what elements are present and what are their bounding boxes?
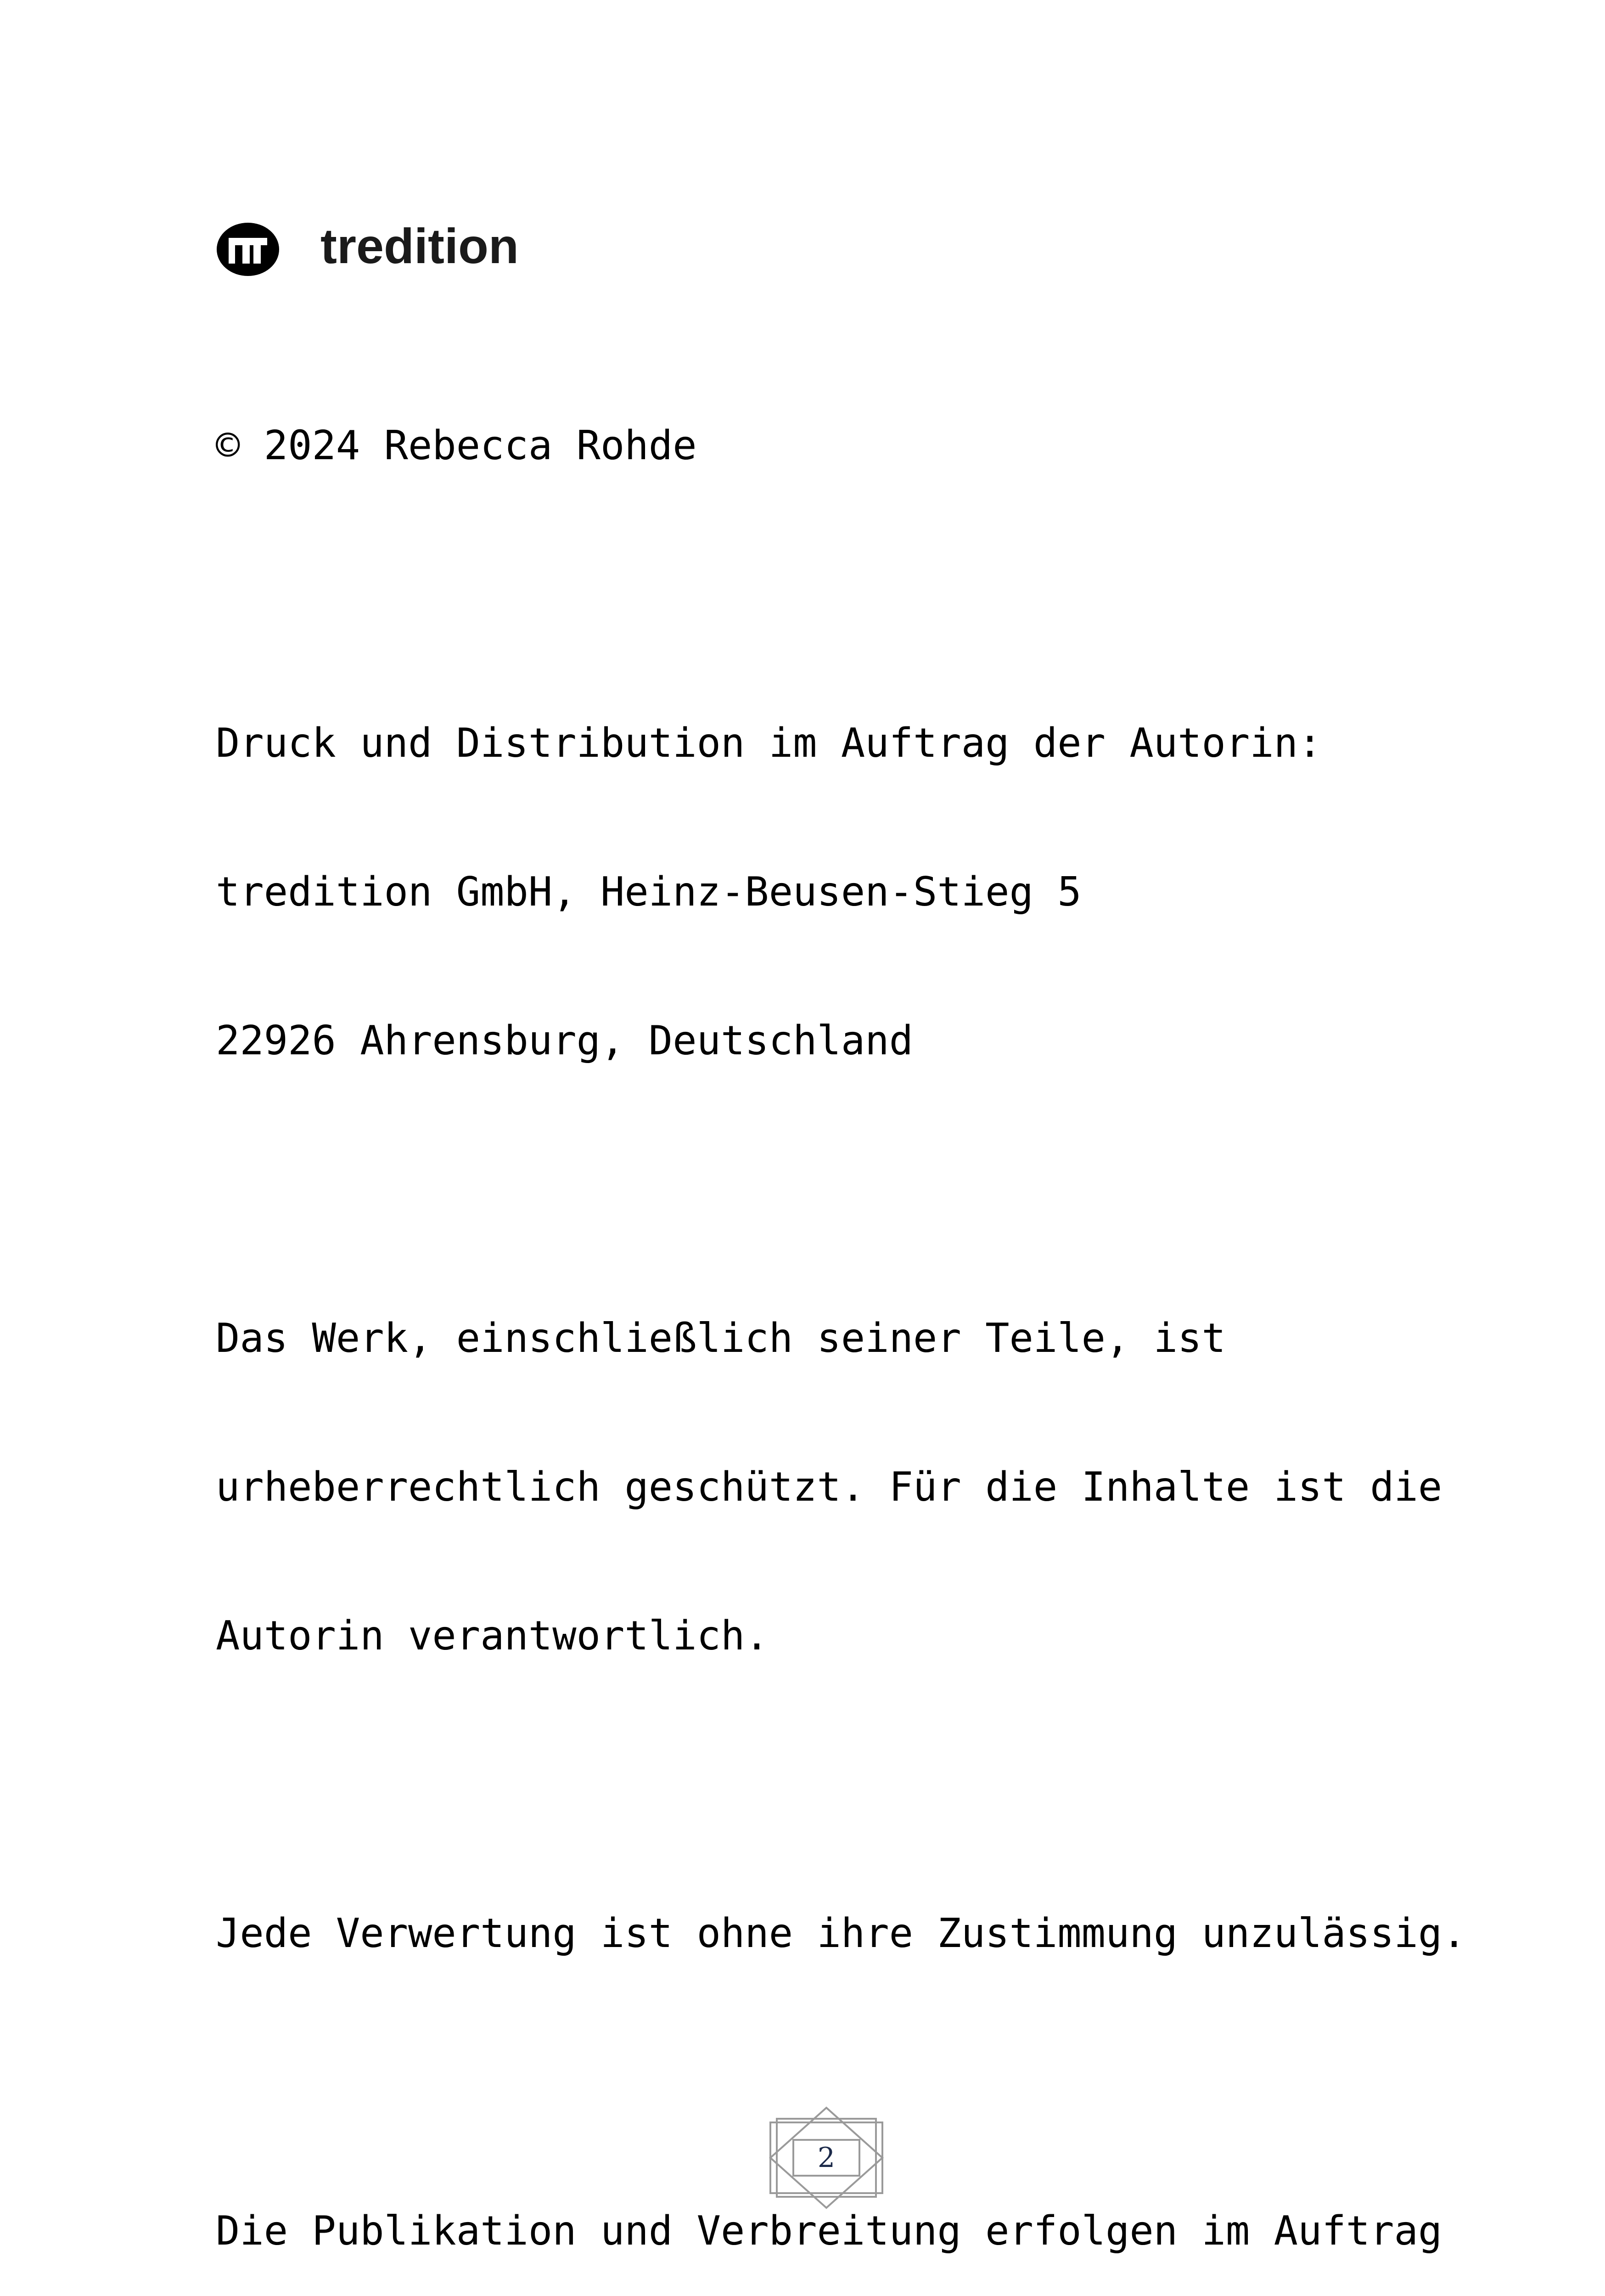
distribution-line-2: tredition GmbH, Heinz-Beusen-Stieg 5 <box>216 868 1082 915</box>
protection-line-3: Autorin verantwortlich. <box>216 1612 769 1659</box>
usage-line: Jede Verwertung ist ohne ihre Zustimmung unzulässig. <box>216 1910 1466 1957</box>
imprint-text <box>216 321 1547 2296</box>
distribution-line-1: Druck und Distribution im Auftrag der Autorin: <box>216 720 1322 766</box>
page-number-ornament <box>766 2105 887 2211</box>
protection-line-1: Das Werk, einschließlich seiner Teile, ist <box>216 1315 1226 1362</box>
logo-wordmark: tredition <box>320 219 519 274</box>
publisher-logo <box>216 219 601 279</box>
distribution-line-3: 22926 Ahrensburg, Deutschland <box>216 1017 913 1064</box>
publication-line-1: Die Publikation und Verbreitung erfolgen im Auftrag <box>216 2207 1442 2254</box>
tredition-logo-icon <box>216 219 601 279</box>
copyright-line: © 2024 Rebecca Rohde <box>216 422 697 469</box>
protection-line-2: urheberrechtlich geschützt. Für die Inhalte ist die <box>216 1463 1442 1510</box>
page-number: 2 <box>817 2142 836 2174</box>
